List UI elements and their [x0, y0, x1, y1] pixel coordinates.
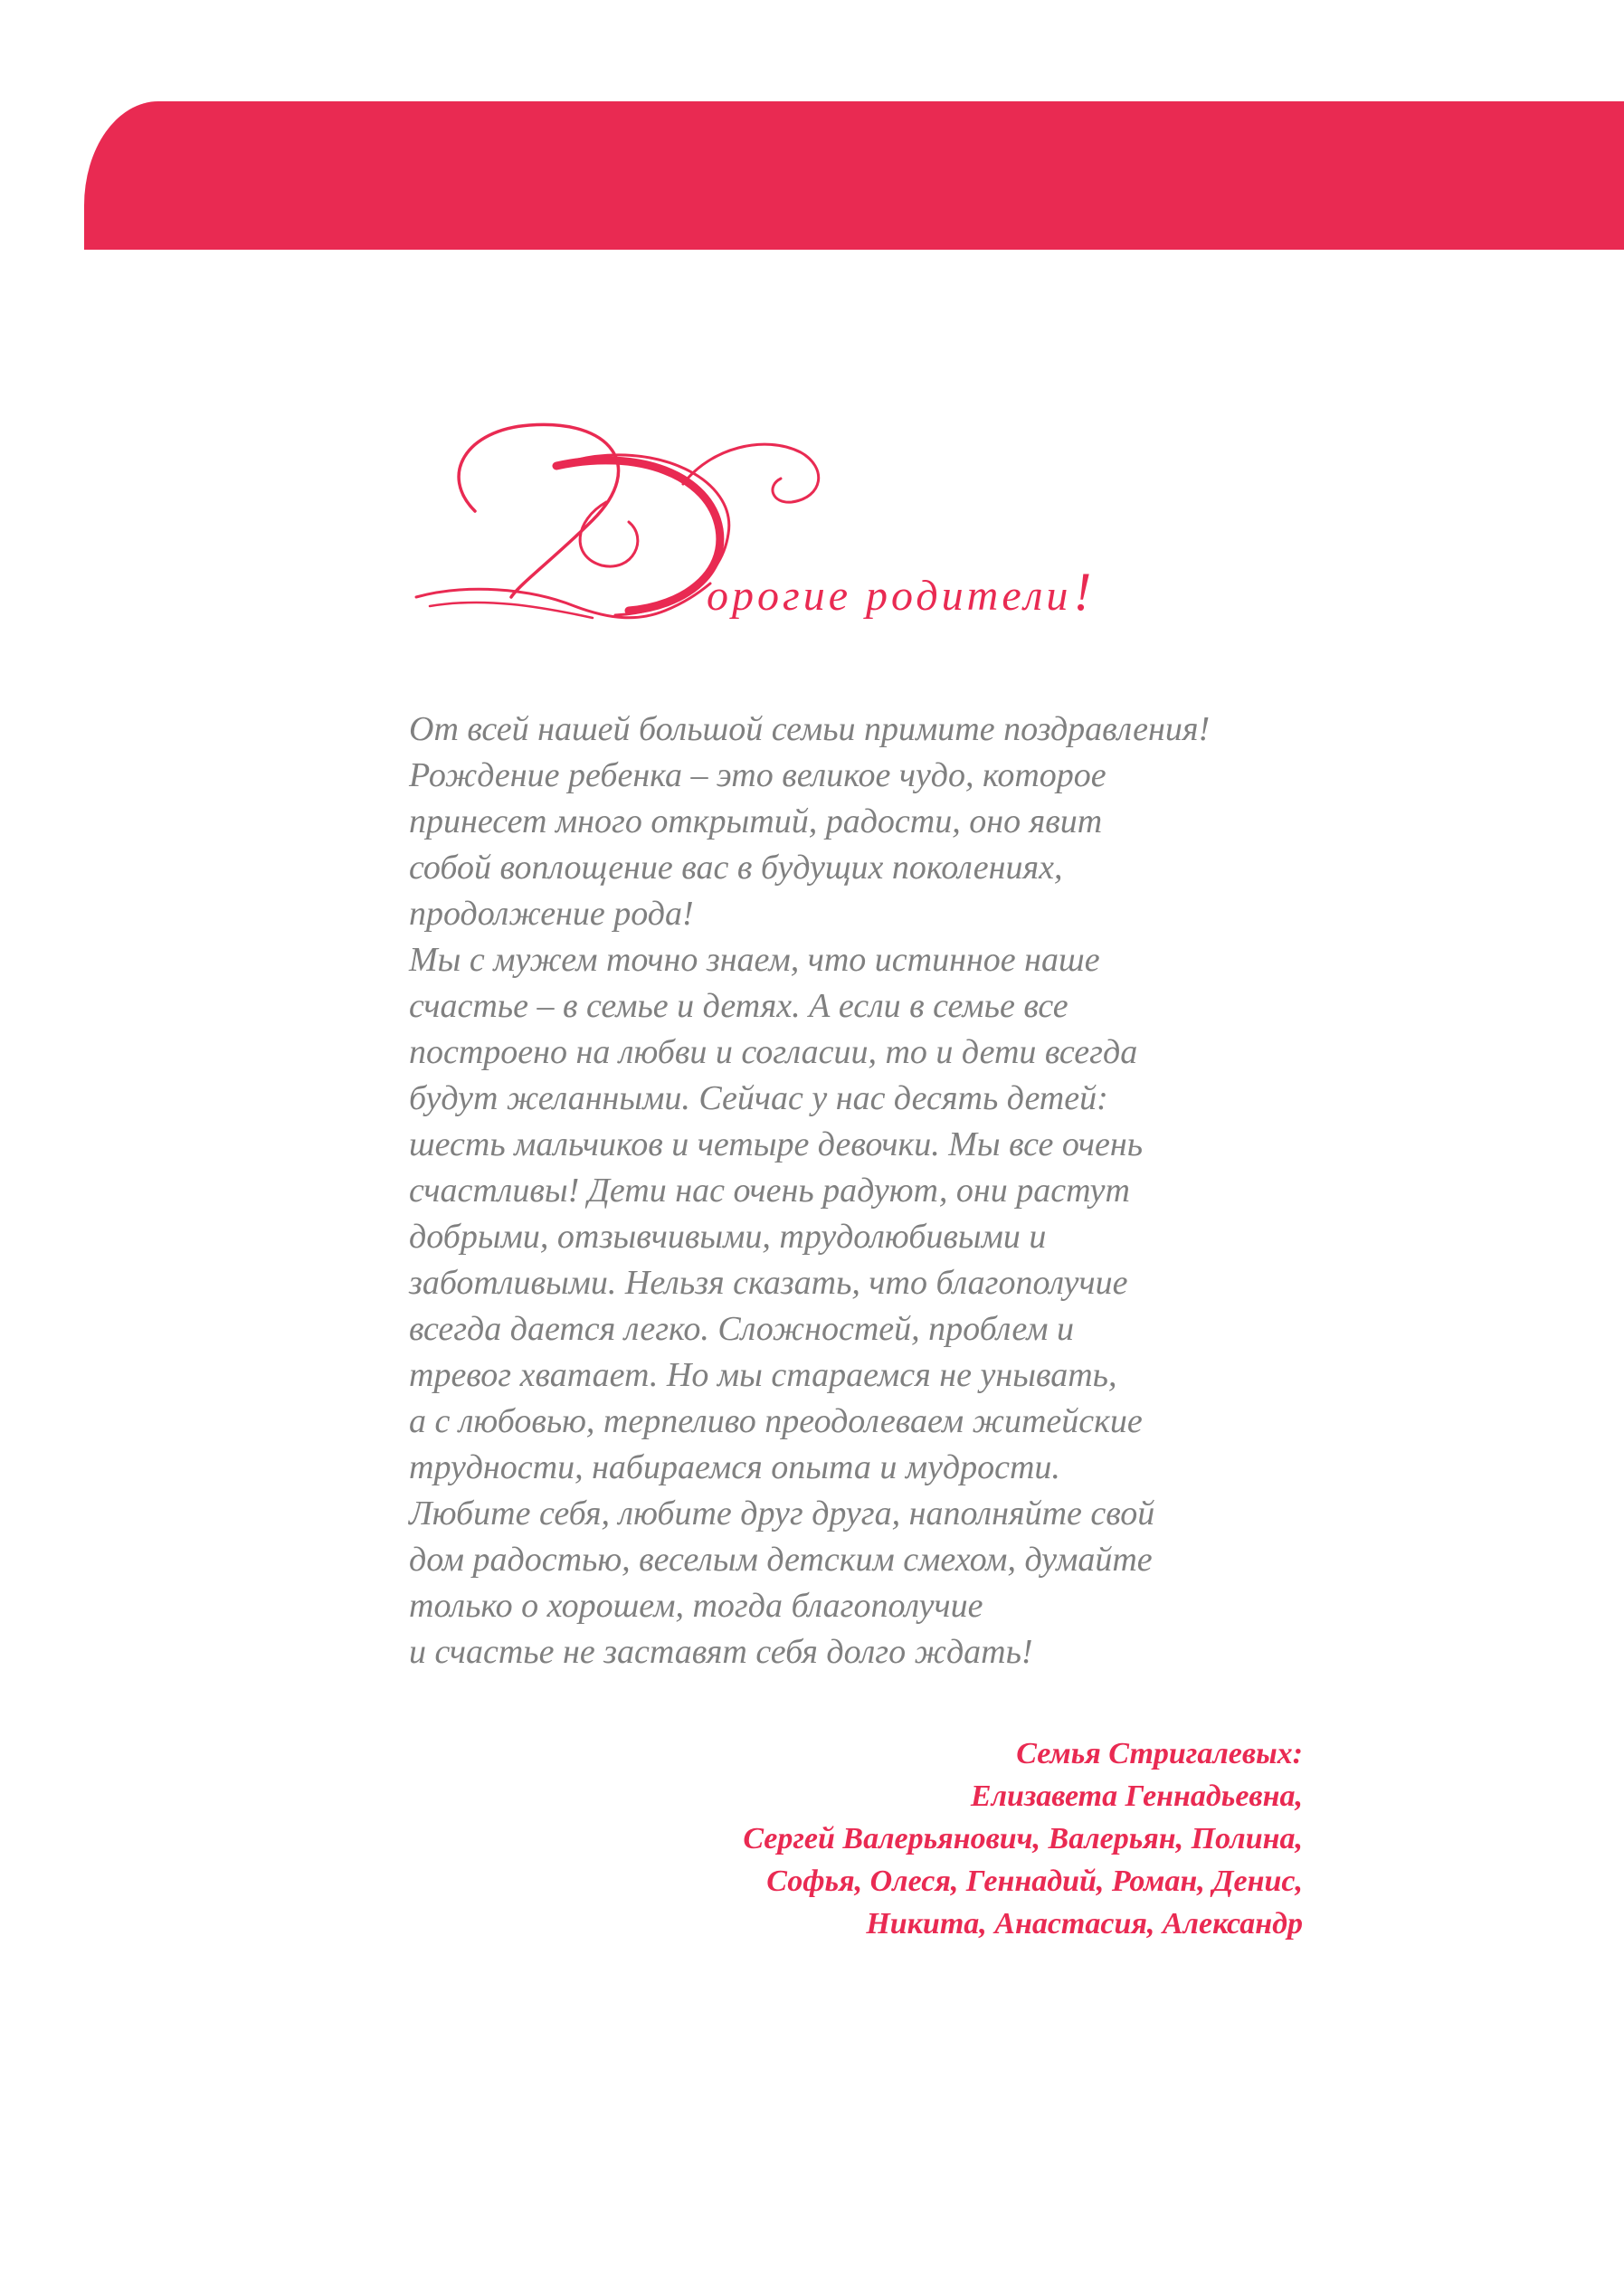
- body-line: шесть мальчиков и четыре девочки. Мы все очень: [409, 1125, 1144, 1163]
- signature-names-line: Елизавета Геннадьевна,: [970, 1779, 1303, 1813]
- top-decorative-band: [84, 101, 1624, 250]
- body-line: будут желанными. Сейчас у нас десять детей:: [409, 1079, 1108, 1117]
- body-line: Мы с мужем точно знаем, что истинное наше: [409, 941, 1100, 979]
- body-line: принесет много открытий, радости, оно явит: [409, 802, 1103, 840]
- heading-exclamation: !: [1073, 562, 1092, 622]
- greeting-heading: [412, 412, 1226, 647]
- heading-rest-text: орогие родители: [707, 572, 1072, 620]
- body-line: дом радостью, веселым детским смехом, думайте: [409, 1541, 1153, 1579]
- signature-family-name: Семья Стригалевых:: [1016, 1737, 1303, 1770]
- signature-names-line: Сергей Валерьянович, Валерьян, Полина,: [743, 1822, 1303, 1855]
- body-line: а с любовью, терпеливо преодолеваем житейские: [409, 1402, 1143, 1440]
- body-line: Рождение ребенка – это великое чудо, которое: [409, 756, 1106, 794]
- signature-block: [489, 1732, 1303, 1945]
- body-line: счастливы! Дети нас очень радуют, они растут: [409, 1172, 1130, 1210]
- body-line: тревог хватает. Но мы стараемся не унывать,: [409, 1356, 1117, 1394]
- body-line: всегда дается легко. Сложностей, проблем и: [409, 1310, 1075, 1348]
- body-line: трудности, набираемся опыта и мудрости.: [409, 1448, 1060, 1486]
- body-line: счастье – в семье и детях. А если в семье все: [409, 987, 1068, 1025]
- body-line: продолжение рода!: [409, 895, 694, 933]
- body-line: собой воплощение вас в будущих поколениях,: [409, 849, 1063, 887]
- signature-names-line: Никита, Анастасия, Александр: [866, 1907, 1303, 1941]
- body-line: От всей нашей большой семьи примите поздравления!: [409, 710, 1211, 748]
- body-line: построено на любви и согласии, то и дети всегда: [409, 1033, 1138, 1071]
- greeting-body: [409, 707, 1314, 1675]
- body-line: добрыми, отзывчивыми, трудолюбивыми и: [409, 1218, 1047, 1256]
- body-line: и счастье не заставят себя долго ждать!: [409, 1633, 1033, 1671]
- heading-text: [707, 561, 1091, 623]
- body-line: только о хорошем, тогда благополучие: [409, 1587, 983, 1625]
- signature-names-line: Софья, Олеся, Геннадий, Роман, Денис,: [766, 1865, 1303, 1898]
- body-line: Любите себя, любите друг друга, наполняйте свой: [409, 1495, 1155, 1533]
- body-line: заботливыми. Нельзя сказать, что благополучие: [409, 1264, 1128, 1302]
